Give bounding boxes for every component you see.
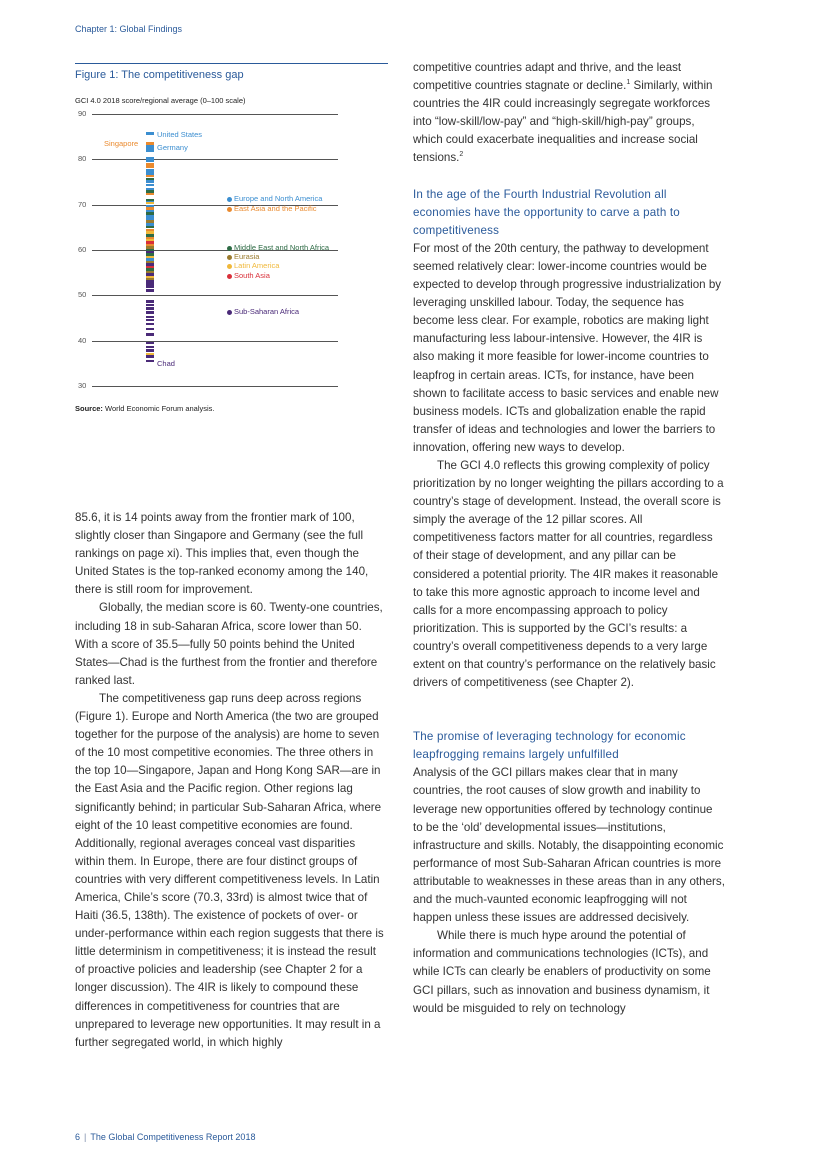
y-tick-label: 70 — [78, 199, 87, 209]
paragraph: 85.6, it is 14 points away from the frontier mark of 100, slightly closer than Singapore and Germany (see the full rankings on page xi). This implies that, even though the United States is the top-ranked economy among the 140, there is still room for improvement. — [75, 511, 369, 597]
country-label: Germany — [157, 142, 188, 152]
region-label: Sub-Saharan Africa — [234, 307, 300, 317]
country-bar — [146, 184, 154, 187]
figure-top-rule — [75, 63, 388, 64]
y-tick-label: 80 — [78, 154, 87, 164]
region-label: Latin America — [234, 261, 280, 271]
region-dot — [227, 197, 232, 202]
page-footer — [75, 1132, 255, 1142]
region-dot — [227, 246, 232, 251]
country-bar — [146, 286, 154, 289]
paragraph: While there is much hype around the potential of information and communications technologies (ICTs), and while ICTs can clearly be enablers of productivity on some GCI pillars, such as innovation and business dynamism, it would be misguided to rely on technology — [413, 929, 711, 1015]
country-bar — [146, 323, 154, 326]
y-tick-label: 40 — [78, 335, 87, 345]
page-number: 6 — [75, 1132, 81, 1142]
gridline — [92, 159, 338, 160]
country-bar — [146, 311, 154, 314]
country-label: Singapore — [104, 139, 139, 149]
country-bar — [146, 333, 154, 336]
region-label: Eurasia — [234, 252, 260, 262]
source-label: Source: — [75, 404, 103, 413]
country-bar — [146, 304, 154, 307]
y-tick-label: 50 — [78, 290, 87, 300]
text-span: competitive countries adapt and thrive, and the least competitive countries stagnate or decline. — [413, 61, 682, 93]
section-heading: The promise of leveraging technology for economic leapfrogging remains largely unfulfilled — [413, 730, 686, 762]
right-column — [413, 59, 725, 1018]
country-bar — [146, 160, 154, 163]
country-bar — [146, 180, 154, 183]
figure-subtitle: GCI 4.0 2018 score/regional average (0–100 scale) — [75, 96, 246, 105]
y-tick-label: 60 — [78, 245, 87, 254]
paragraph: Analysis of the GCI pillars makes clear that in many countries, the root causes of slow growth and inability to leverage new opportunities offered by technology continue to be the ‘old’ developmental issues—institutions, infrastructure and skills. Notably, the disappointing economic performance of most Sub-Saharan African countries is more attributable to weaknesses in these areas than in any others, and the much-vaunted economic leapfrogging will not happen unless these issues are addressed decisively. — [413, 766, 725, 925]
country-bar — [146, 319, 154, 322]
country-bar — [146, 166, 154, 169]
text-span: Similarly, within countries the 4IR could increasingly segregate workforces into “low-skill/low-pay” and “high-skill/high-pay” groups, which could exacerbate inequalities and increase social tensions. — [413, 79, 713, 165]
region-label: South Asia — [234, 270, 270, 280]
country-bar — [146, 300, 154, 303]
gridline — [92, 341, 338, 342]
country-label: Chad — [157, 359, 175, 369]
source-text: World Economic Forum analysis. — [105, 404, 215, 413]
region-dot — [227, 310, 232, 315]
y-tick-label: 90 — [78, 109, 87, 118]
paragraph: The competitiveness gap runs deep across regions (Figure 1). Europe and North America (the two are grouped together for the purpose of the analysis) are home to seven of the 10 most competitive economies. The three others in the top 10—Singapore, Japan and Hong Kong SAR—are in the East Asia and the Pacific region. Other regions lag significantly behind; in particular Sub-Saharan Africa, where eight of the 10 least competitive economies are found. Additionally, regional averages conceal vast disparities within them. In Europe, there are four distinct groups of countries with very different competitiveness levels. In Latin America, Chile’s score (70.3, 33rd) is almost twice that of Haiti (36.5, 138th). The existence of pockets of over- or under-performance within each region suggests that there is little determinism in competitiveness; it is instead the result of proactive policies and leadership (see Chapter 2 for a longer discussion). The 4IR is likely to compound these differences in competitiveness for countries that are unprepared to leverage new opportunities. It may result in a further segregated world, in which highly — [75, 691, 384, 1049]
paragraph: The GCI 4.0 reflects this growing complexity of policy prioritization by no longer weighting the pillars according to a country’s stage of development. Instead, the overall score is simply the average of the 12 pillar scores. All competitiveness factors matter for all countries, regardless of their stage of development, and any pillar can be considered a potential priority. The 4IR makes it reasonable to take this more agnostic approach to income level and calls for a more encompassing approach to policy prioritization. This is supported by the GCI’s results: a country’s overall competitiveness depends to a very large extent on that country’s performance on the relatively basic drivers of competitiveness (see Chapter 2). — [413, 458, 724, 690]
gridline — [92, 386, 338, 387]
paragraph — [413, 59, 725, 168]
country-bar — [146, 360, 154, 363]
region-label: Middle East and North Africa — [234, 242, 330, 252]
region-dot — [227, 264, 232, 269]
region-dot — [227, 207, 232, 212]
footnote-ref[interactable]: 2 — [459, 151, 464, 159]
country-bar — [146, 149, 154, 152]
region-label: East Asia and the Pacific — [234, 204, 317, 214]
figure-source — [75, 404, 215, 413]
country-bar — [146, 193, 154, 196]
paragraph: For most of the 20th century, the pathway to development seemed relatively clear: lower-income countries would be expected to develop through progressive industrialization by leveraging unskilled labour. Today, the sequence has become less clear. For example, robotics are making light manufacturing less labour-intensive. However, the 4IR is also making it more feasible for lower-income countries to leapfrog in certain areas. ICTs, for instance, have been shown to facilitate access to basic services and enable new business models. ICTs and globalization enable the rapid transfer of ideas and technologies and lower the barriers to innovation, offering new ways to develop. — [413, 241, 722, 454]
country-bar — [146, 346, 154, 349]
country-bar — [146, 342, 154, 345]
section-heading: In the age of the Fourth Industrial Revolution all economies have the opportunity to carve a path to competitiveness — [413, 187, 680, 237]
y-tick-label: 30 — [78, 381, 87, 390]
competitiveness-chart — [75, 108, 345, 398]
gridline — [92, 295, 338, 296]
figure-title: Figure 1: The competitiveness gap — [75, 69, 244, 81]
country-bar — [146, 355, 154, 358]
region-label: Europe and North America — [234, 194, 323, 204]
country-label: United States — [157, 129, 203, 139]
report-title: The Global Competitiveness Report 2018 — [90, 1132, 256, 1142]
country-bar — [146, 132, 154, 135]
running-head: Chapter 1: Global Findings — [75, 24, 183, 34]
footer-separator: | — [84, 1132, 87, 1142]
footnote-ref[interactable]: 1 — [626, 79, 631, 87]
gridline — [92, 114, 338, 115]
region-dot — [227, 255, 232, 260]
country-bar — [146, 349, 154, 352]
paragraph: Globally, the median score is 60. Twenty-one countries, including 18 in sub-Saharan Africa, score lower than 50. With a score of 35.5—fully 50 points behind the United States—Chad is the furthest from the frontier and therefore ranked last. — [75, 601, 383, 687]
country-bar — [146, 328, 154, 331]
left-column — [75, 509, 387, 1052]
region-dot — [227, 274, 232, 279]
country-bar — [146, 307, 154, 310]
country-bar — [146, 289, 154, 292]
